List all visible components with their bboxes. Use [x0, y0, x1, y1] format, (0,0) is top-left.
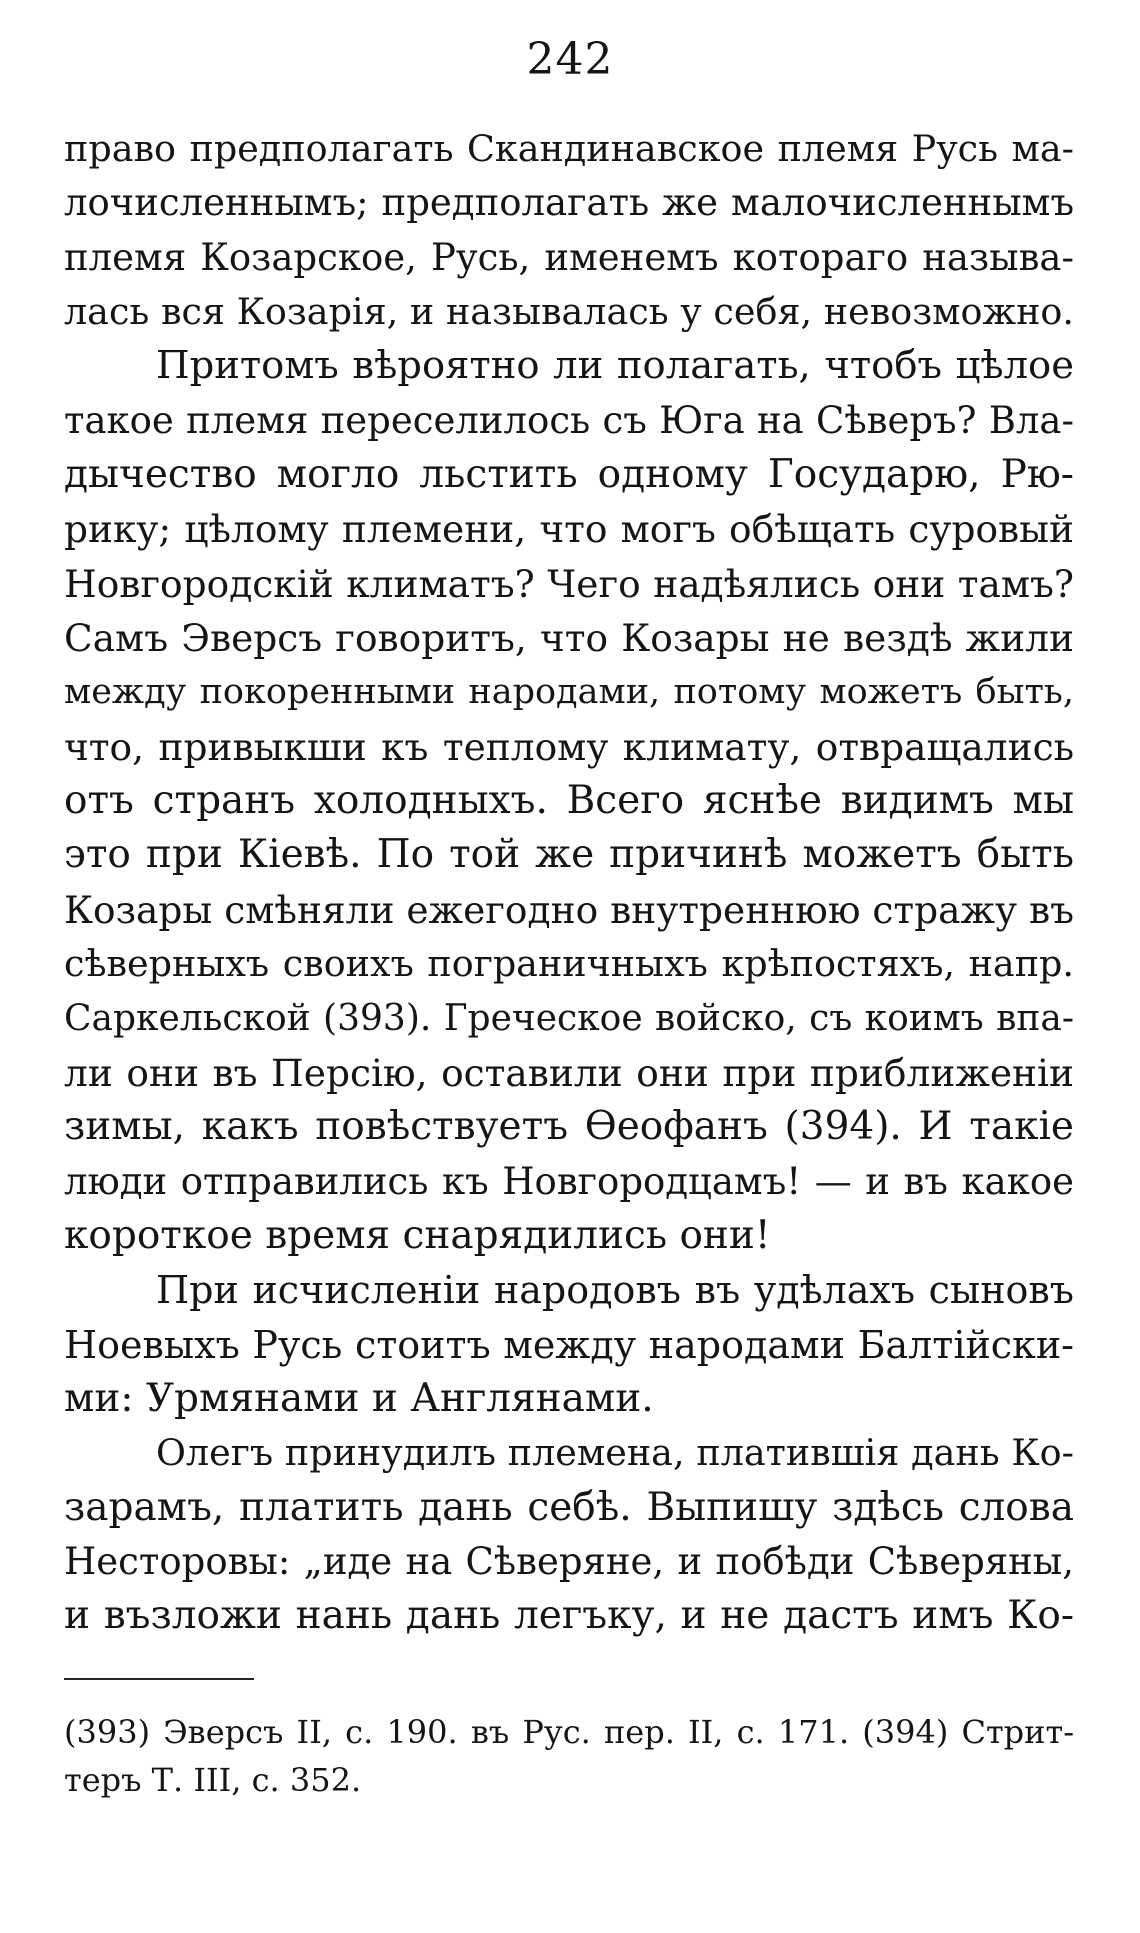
text-line: право предполагать Скандинавское племя Русь ма-	[64, 127, 1074, 170]
text-line: лась вся Козарія, и называлась у себя, невозможно.	[64, 290, 1074, 334]
text-line: Саркельской (393). Греческое войско, съ коимъ впа-	[64, 997, 1074, 1039]
text-line: люди отправились къ Новгородцамъ! — и въ какое	[64, 1159, 1074, 1203]
text-line: ли они въ Персію, оставили они при приближеніи	[64, 1050, 1074, 1095]
paragraph-end-line: короткое время снарядились они!	[64, 1212, 771, 1258]
text-line: и възложи нань дань легъку, и не дастъ имъ Ко-	[64, 1593, 1074, 1639]
paragraph-start-line: Притомъ вѣроятно ли полагать, чтобъ цѣлое	[156, 343, 1074, 389]
text-line: племя Козарское, Русь, именемъ котораго называ-	[64, 235, 1074, 279]
footnote-divider	[64, 1678, 254, 1680]
text-line: Ноевыхъ Русь стоитъ между народами Балтійски-	[64, 1322, 1074, 1367]
text-line: это при Кіевѣ. По той же причинѣ можетъ быть	[64, 832, 1074, 878]
text-line: Козары смѣняли ежегодно внутреннюю стражу въ	[64, 887, 1074, 932]
paragraph-start-line: Олегъ принудилъ племена, платившія дань Ко-	[156, 1431, 1074, 1475]
paragraph-end-line: ми: Урмянами и Англянами.	[64, 1375, 654, 1421]
text-line: зарамъ, платить дань себѣ. Выпишу здѣсь слова	[64, 1484, 1074, 1530]
text-line: дычество могло льстить одному Государю, Рю-	[64, 452, 1074, 498]
text-line: лочисленнымъ; предполагать же малочисленнымъ	[64, 181, 1074, 225]
text-line: Новгородскій климатъ? Чего надѣялись они тамъ?	[64, 561, 1074, 606]
footnotes	[64, 1708, 1074, 1804]
footnote-line: (393) Эверсъ II, с. 190. въ Рус. пер. II, с. 171. (394) Стрит-	[64, 1713, 1074, 1751]
paragraph-start-line: При исчисленіи народовъ въ удѣлахъ сыновъ	[156, 1268, 1074, 1313]
page-number: 242	[526, 34, 614, 85]
text-line: отъ странъ холодныхъ. Всего яснѣе видимъ мы	[64, 778, 1074, 824]
text-line: между покоренными народами, потому можетъ быть,	[64, 672, 1074, 713]
text-line: сѣверныхъ своихъ пограничныхъ крѣпостяхъ, напр.	[64, 942, 1074, 986]
text-line: Самъ Эверсъ говоритъ, что Козары не вездѣ жили	[64, 616, 1074, 661]
footnote-line: теръ Т. III, с. 352.	[64, 1761, 362, 1799]
text-line: зимы, какъ повѣствуетъ Ѳеофанъ (394). И такіе	[64, 1104, 1074, 1150]
text-line: Несторовы: „иде на Сѣверяне, и побѣди Сѣверяны,	[64, 1539, 1074, 1583]
text-line: рику; цѣлому племени, что могъ обѣщать суровый	[64, 507, 1074, 552]
text-line: такое племя переселилось съ Юга на Сѣверъ? Вла-	[64, 398, 1074, 442]
body-text	[64, 122, 1074, 1644]
text-line: что, привыкши къ теплому климату, отвращались	[64, 724, 1074, 769]
